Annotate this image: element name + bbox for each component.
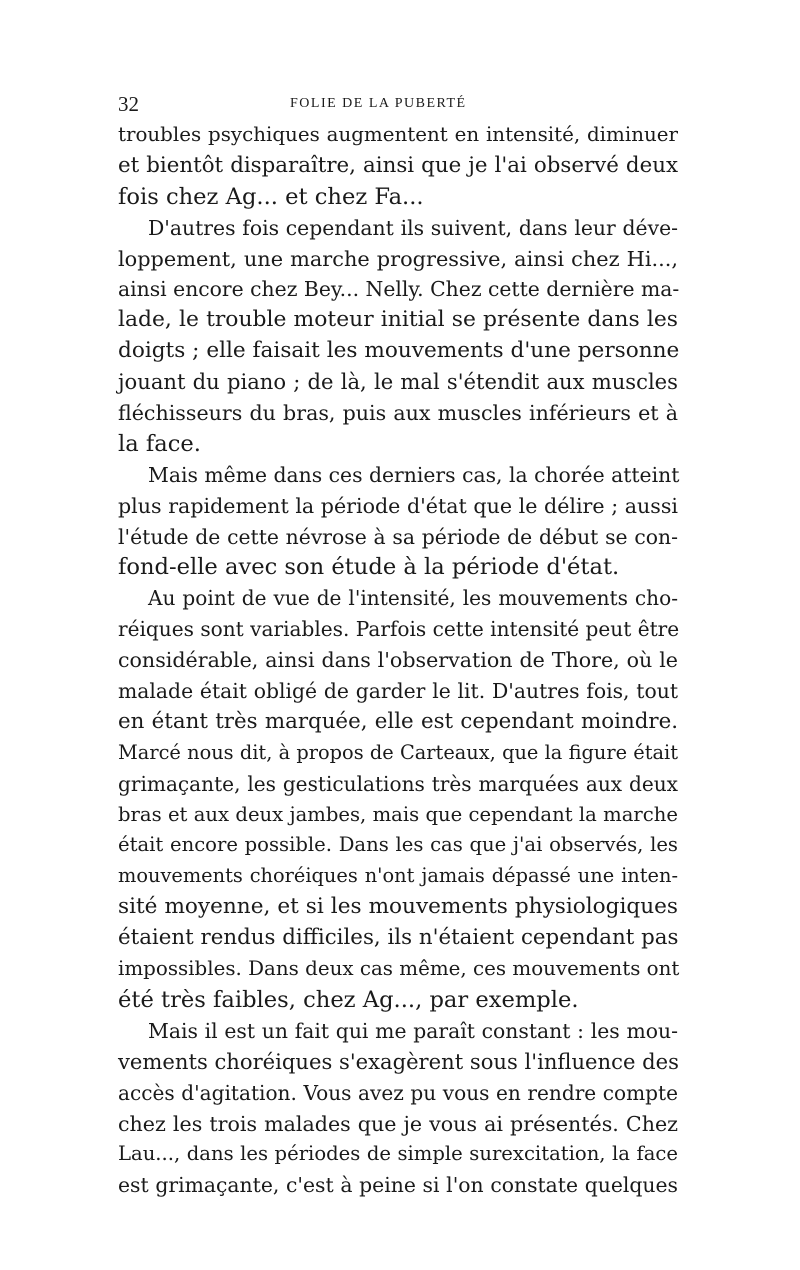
text-line: Mais même dans ces derniers cas, la chorée atteint xyxy=(148,462,680,487)
text-line: en étant très marquée, elle est cependant moindre. xyxy=(118,708,678,734)
text-line: lade, le trouble moteur initial se présente dans les xyxy=(118,307,678,333)
text-line: réiques sont variables. Parfois cette intensité peut être xyxy=(118,617,680,642)
text-line: grimaçante, les gesticulations très marquées aux deux xyxy=(118,771,678,796)
text-line: et bientôt disparaître, ainsi que je l'ai observé deux xyxy=(118,152,678,178)
paragraph xyxy=(118,1016,678,1201)
text-line: considérable, ainsi dans l'observation de Thore, où le xyxy=(118,648,678,673)
paragraph xyxy=(118,213,678,460)
text-line: jouant du piano ; de là, le mal s'étendit aux muscles xyxy=(118,369,678,395)
text-line: Au point de vue de l'intensité, les mouvements cho- xyxy=(148,586,678,611)
text-line: D'autres fois cependant ils suivent, dans leur déve- xyxy=(148,215,678,240)
text-line: doigts ; elle faisait les mouvements d'une personne xyxy=(118,338,680,364)
text-line: fléchisseurs du bras, puis aux muscles inférieurs et à xyxy=(118,401,678,426)
text-line: est grimaçante, c'est à peine si l'on constate quelques xyxy=(118,1173,678,1198)
text-line: impossibles. Dans deux cas même, ces mouvements ont xyxy=(118,957,680,981)
text-line: étaient rendus difficiles, ils n'étaient cependant pas xyxy=(118,925,679,951)
running-title: FOLIE DE LA PUBERTÉ xyxy=(290,96,467,111)
paragraph xyxy=(118,460,678,584)
text-line: Marcé nous dit, à propos de Carteaux, que la figure était xyxy=(118,740,678,764)
text-line: accès d'agitation. Vous avez pu vous en rendre compte xyxy=(118,1080,678,1105)
text-line: fois chez Ag... et chez Fa... xyxy=(118,183,424,210)
page-number: 32 xyxy=(118,92,139,116)
text-line: fond-elle avec son étude à la période d'état. xyxy=(118,554,620,581)
text-line: la face. xyxy=(118,430,201,457)
text-line: malade était obligé de garder le lit. D'autres fois, tout xyxy=(118,679,678,704)
text-line: plus rapidement la période d'état que le délire ; aussi xyxy=(118,493,678,518)
page-header xyxy=(118,92,678,122)
text-line: troubles psychiques augmentent en intensité, diminuer xyxy=(118,123,678,146)
text-line: sité moyenne, et si les mouvements physiologiques xyxy=(118,894,678,920)
text-line: était encore possible. Dans les cas que j'ai observés, les xyxy=(118,833,678,857)
text-line: loppement, une marche progressive, ainsi chez Hi..., xyxy=(118,246,678,271)
text-line: bras et aux deux jambes, mais que cependant la marche xyxy=(118,802,678,826)
paragraph xyxy=(118,120,678,213)
body-text xyxy=(118,120,678,1201)
text-line: été très faibles, chez Ag..., par exemple. xyxy=(118,986,579,1013)
text-line: mouvements choréiques n'ont jamais dépassé une inten- xyxy=(118,864,678,888)
text-line: ainsi encore chez Bey... Nelly. Chez cette dernière ma- xyxy=(118,277,680,302)
text-line: Lau..., dans les périodes de simple surexcitation, la face xyxy=(118,1142,678,1166)
text-line: Mais il est un fait qui me paraît constant : les mou- xyxy=(148,1018,678,1043)
text-line: l'étude de cette névrose à sa période de début se con- xyxy=(118,524,678,549)
text-line: vements choréiques s'exagèrent sous l'influence des xyxy=(118,1048,679,1074)
text-line: chez les trois malades que je vous ai présentés. Chez xyxy=(118,1111,678,1136)
paragraph xyxy=(118,583,678,1015)
